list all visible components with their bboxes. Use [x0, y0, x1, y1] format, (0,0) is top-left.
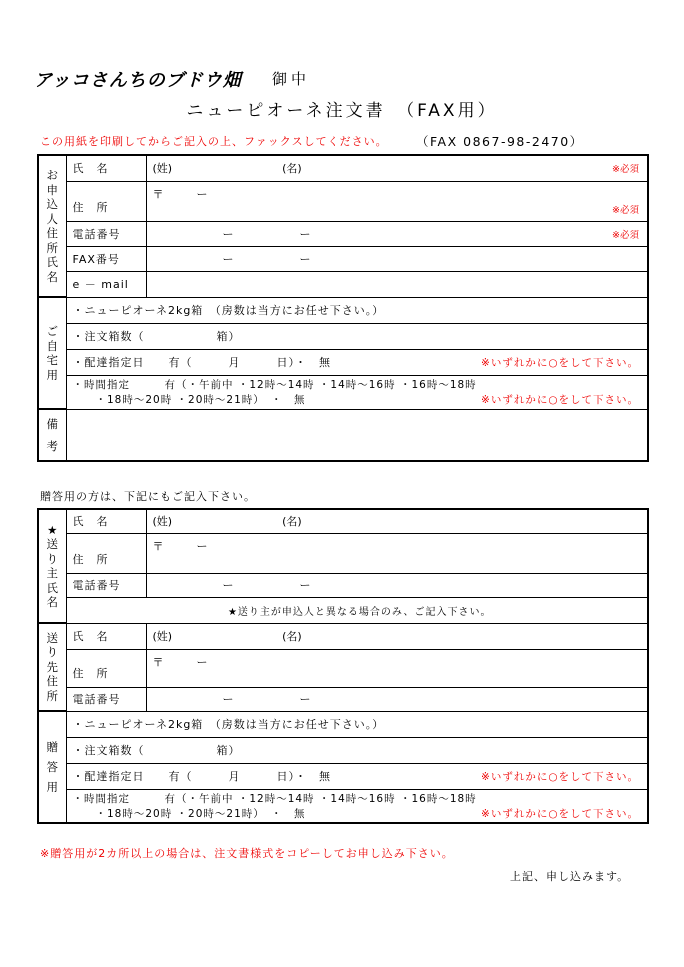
recipient-address-label: 住 所 [66, 649, 146, 687]
remarks-side-label: 備考 [38, 409, 66, 461]
gift-table [37, 508, 649, 824]
sender-address-label: 住 所 [66, 533, 146, 573]
required-mark: ※必須 [612, 205, 639, 216]
sender-note: ★送り主が申込人と異なる場合のみ、ご記入下さい。 [66, 597, 648, 623]
recipient-name-field[interactable]: (姓) (名) [146, 623, 648, 649]
recipient-address-field[interactable]: 〒 ー [146, 649, 648, 687]
shop-name: アッコさんちのブドウ畑 [34, 70, 242, 91]
applicant-address-field[interactable]: 〒 ー ※必須 [146, 181, 648, 221]
fax-number: （FAX 0867-98-2470） [416, 134, 584, 149]
recipient-name-label: 氏 名 [66, 623, 146, 649]
applicant-phone-field[interactable]: ー ー ※必須 [146, 221, 648, 246]
sender-side-label: ★ 送り主氏名 [38, 509, 66, 623]
sender-address-field[interactable]: 〒 ー [146, 533, 648, 573]
remarks-field[interactable] [66, 409, 648, 461]
applicant-address-label: 住 所 [66, 181, 146, 221]
multiple-gift-note: ※贈答用が2カ所以上の場合は、注文書様式をコピーしてお申し込み下さい。 [40, 847, 454, 860]
home-box-count[interactable]: ・注文箱数（ 箱） [66, 323, 648, 349]
applicant-email-label: e － mail [66, 271, 146, 297]
applicant-side-label: お申込人住所氏名 [38, 155, 66, 297]
sender-name-field[interactable]: (姓) (名) [146, 509, 648, 533]
recipient-phone-field[interactable]: ー ー [146, 687, 648, 711]
sender-phone-field[interactable]: ー ー [146, 573, 648, 597]
print-notice: この用紙を印刷してからご記入の上、ファックスしてください。 [40, 135, 388, 148]
gift-delivery-date[interactable]: ・配達指定日 有（ 月 日）・ 無 ※いずれかに○をして下さい。 [66, 763, 648, 789]
required-mark: ※必須 [612, 164, 639, 176]
required-mark: ※必須 [612, 229, 639, 241]
sender-phone-label: 電話番号 [66, 573, 146, 597]
gift-product-line: ・ニューピオーネ2kg箱 （房数は当方にお任せ下さい。） [66, 711, 648, 737]
star-icon: ★ [47, 522, 58, 537]
form-title: ニューピオーネ注文書 （FAX用） [186, 101, 498, 121]
home-delivery-time[interactable]: ・時間指定 有（・午前中 ・12時～14時 ・14時～16時 ・16時～18時 ・18時～20時 ・20時～21時） ・ 無 ※いずれかに○をして下さい。 [66, 375, 648, 409]
home-side-label: ご自宅用 [38, 297, 66, 409]
recipient-phone-label: 電話番号 [66, 687, 146, 711]
onchu-label: 御中 [272, 70, 311, 88]
home-product-line: ・ニューピオーネ2kg箱 （房数は当方にお任せ下さい。） [66, 297, 648, 323]
closing-text: 上記、申し込みます。 [510, 870, 630, 883]
recipient-side-label: 送り先住所 [38, 623, 66, 711]
applicant-name-label: 氏 名 [66, 155, 146, 181]
gift-intro: 贈答用の方は、下記にもご記入下さい。 [40, 490, 256, 503]
applicant-email-field[interactable] [146, 271, 648, 297]
home-delivery-date[interactable]: ・配達指定日 有（ 月 日）・ 無 ※いずれかに○をして下さい。 [66, 349, 648, 375]
order-table [37, 154, 649, 462]
sender-name-label: 氏 名 [66, 509, 146, 533]
applicant-name-field[interactable]: (姓) (名) ※必須 [146, 155, 648, 181]
gift-box-count[interactable]: ・注文箱数（ 箱） [66, 737, 648, 763]
applicant-fax-label: FAX番号 [66, 246, 146, 271]
applicant-fax-field[interactable]: ー ー [146, 246, 648, 271]
gift-side-label: 贈答用 [38, 711, 66, 823]
gift-delivery-time[interactable]: ・時間指定 有（・午前中 ・12時～14時 ・14時～16時 ・16時～18時 ・18時～20時 ・20時～21時） ・ 無 ※いずれかに○をして下さい。 [66, 789, 648, 823]
applicant-phone-label: 電話番号 [66, 221, 146, 246]
